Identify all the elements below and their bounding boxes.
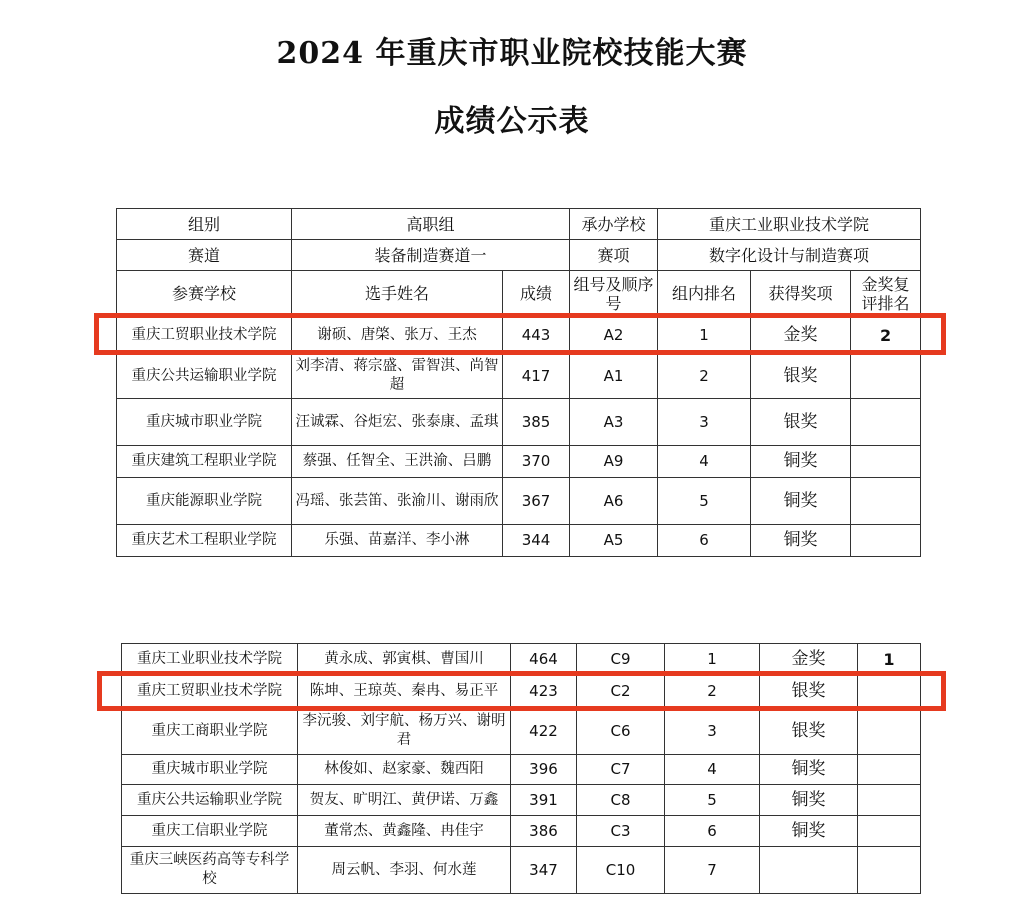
event-value: 数字化设计与制造赛项 xyxy=(658,240,921,271)
document-subtitle: 成绩公示表 xyxy=(434,104,590,139)
cell-gold-rank xyxy=(858,676,921,708)
cell-rank: 1 xyxy=(658,317,751,354)
header-group-no: 组号及顺序号 xyxy=(570,271,658,317)
cell-group-no: C7 xyxy=(577,755,665,785)
cell-gold-rank xyxy=(851,399,921,446)
cell-award: 铜奖 xyxy=(751,446,851,478)
column-header-row xyxy=(117,271,921,317)
cell-group-no: A9 xyxy=(570,446,658,478)
cell-names: 黄永成、郭寅棋、曹国川 xyxy=(298,644,511,676)
cell-names: 刘李清、蒋宗盛、雷智淇、尚智超 xyxy=(292,354,503,399)
table-row xyxy=(122,644,921,676)
event-label: 赛项 xyxy=(570,240,658,271)
cell-score: 370 xyxy=(503,446,570,478)
cell-award: 银奖 xyxy=(751,354,851,399)
cell-group-no: A1 xyxy=(570,354,658,399)
cell-gold-rank xyxy=(858,847,921,894)
table-row xyxy=(122,816,921,847)
cell-school: 重庆城市职业学院 xyxy=(122,755,298,785)
cell-group-no: C2 xyxy=(577,676,665,708)
group-label: 组别 xyxy=(117,209,292,240)
host-school-label: 承办学校 xyxy=(570,209,658,240)
cell-award: 金奖 xyxy=(760,644,858,676)
cell-score: 344 xyxy=(503,525,570,557)
cell-school: 重庆城市职业学院 xyxy=(117,399,292,446)
cell-award: 金奖 xyxy=(751,317,851,354)
cell-group-no: A6 xyxy=(570,478,658,525)
cell-award: 银奖 xyxy=(751,399,851,446)
cell-group-no: A3 xyxy=(570,399,658,446)
cell-rank: 2 xyxy=(665,676,760,708)
header-score: 成绩 xyxy=(503,271,570,317)
host-school-value: 重庆工业职业技术学院 xyxy=(658,209,921,240)
cell-score: 422 xyxy=(511,708,577,755)
cell-gold-rank xyxy=(851,446,921,478)
cell-rank: 6 xyxy=(658,525,751,557)
cell-names: 谢硕、唐棨、张万、王杰 xyxy=(292,317,503,354)
cell-gold-rank xyxy=(858,755,921,785)
cell-names: 冯瑶、张芸笛、张渝川、谢雨欣 xyxy=(292,478,503,525)
table-row xyxy=(117,446,921,478)
cell-school: 重庆工贸职业技术学院 xyxy=(117,317,292,354)
cell-score: 464 xyxy=(511,644,577,676)
cell-school: 重庆能源职业学院 xyxy=(117,478,292,525)
cell-gold-rank xyxy=(858,816,921,847)
cell-gold-rank xyxy=(851,525,921,557)
cell-score: 423 xyxy=(511,676,577,708)
cell-school: 重庆工贸职业技术学院 xyxy=(122,676,298,708)
table-row xyxy=(117,354,921,399)
cell-school: 重庆艺术工程职业学院 xyxy=(117,525,292,557)
results-table-group-c xyxy=(121,643,921,894)
cell-names: 汪诚霖、谷炬宏、张泰康、孟琪 xyxy=(292,399,503,446)
cell-award: 铜奖 xyxy=(760,785,858,816)
cell-rank: 5 xyxy=(665,785,760,816)
cell-rank: 2 xyxy=(658,354,751,399)
cell-names: 李沅骏、刘宇航、杨万兴、谢明君 xyxy=(298,708,511,755)
table-row xyxy=(122,676,921,708)
cell-score: 386 xyxy=(511,816,577,847)
cell-score: 417 xyxy=(503,354,570,399)
cell-school: 重庆三峡医药高等专科学校 xyxy=(122,847,298,894)
cell-award: 银奖 xyxy=(760,708,858,755)
document-title: 2024 年重庆市职业院校技能大赛 xyxy=(276,36,748,71)
cell-names: 林俊如、赵家豪、魏西阳 xyxy=(298,755,511,785)
cell-school: 重庆公共运输职业学院 xyxy=(122,785,298,816)
cell-rank: 3 xyxy=(658,399,751,446)
cell-gold-rank: 1 xyxy=(858,644,921,676)
cell-group-no: C8 xyxy=(577,785,665,816)
cell-school: 重庆公共运输职业学院 xyxy=(117,354,292,399)
cell-score: 347 xyxy=(511,847,577,894)
table-row xyxy=(122,847,921,894)
cell-names: 周云帆、李羽、何水莲 xyxy=(298,847,511,894)
cell-rank: 4 xyxy=(665,755,760,785)
cell-award: 银奖 xyxy=(760,676,858,708)
cell-rank: 3 xyxy=(665,708,760,755)
cell-score: 443 xyxy=(503,317,570,354)
cell-school: 重庆建筑工程职业学院 xyxy=(117,446,292,478)
cell-score: 396 xyxy=(511,755,577,785)
cell-score: 391 xyxy=(511,785,577,816)
header-school: 参赛学校 xyxy=(117,271,292,317)
header-names: 选手姓名 xyxy=(292,271,503,317)
cell-rank: 4 xyxy=(658,446,751,478)
table-row xyxy=(122,755,921,785)
table-row xyxy=(117,525,921,557)
cell-school: 重庆工业职业技术学院 xyxy=(122,644,298,676)
cell-group-no: A2 xyxy=(570,317,658,354)
cell-school: 重庆工商职业学院 xyxy=(122,708,298,755)
cell-group-no: C10 xyxy=(577,847,665,894)
cell-group-no: C6 xyxy=(577,708,665,755)
track-label: 赛道 xyxy=(117,240,292,271)
header-gold-rank: 金奖复评排名 xyxy=(851,271,921,317)
table-row xyxy=(117,478,921,525)
cell-award xyxy=(760,847,858,894)
cell-gold-rank xyxy=(858,785,921,816)
cell-score: 385 xyxy=(503,399,570,446)
cell-gold-rank xyxy=(851,354,921,399)
table-row xyxy=(117,399,921,446)
track-value: 装备制造赛道一 xyxy=(292,240,570,271)
cell-award: 铜奖 xyxy=(760,816,858,847)
cell-names: 陈坤、王琼英、秦冉、易正平 xyxy=(298,676,511,708)
cell-gold-rank xyxy=(851,478,921,525)
cell-gold-rank xyxy=(858,708,921,755)
header-award: 获得奖项 xyxy=(751,271,851,317)
table-row xyxy=(117,317,921,354)
cell-names: 蔡强、任智全、王洪渝、吕鹏 xyxy=(292,446,503,478)
cell-rank: 1 xyxy=(665,644,760,676)
cell-group-no: A5 xyxy=(570,525,658,557)
cell-rank: 6 xyxy=(665,816,760,847)
table-row xyxy=(122,708,921,755)
results-table-group-a xyxy=(116,208,921,557)
table-row xyxy=(122,785,921,816)
cell-names: 贺友、旷明江、黄伊诺、万鑫 xyxy=(298,785,511,816)
meta-row-group xyxy=(117,209,921,240)
cell-rank: 7 xyxy=(665,847,760,894)
cell-award: 铜奖 xyxy=(751,478,851,525)
group-value: 高职组 xyxy=(292,209,570,240)
cell-rank: 5 xyxy=(658,478,751,525)
header-rank: 组内排名 xyxy=(658,271,751,317)
cell-score: 367 xyxy=(503,478,570,525)
cell-school: 重庆工信职业学院 xyxy=(122,816,298,847)
cell-names: 董常杰、黄鑫隆、冉佳宇 xyxy=(298,816,511,847)
cell-group-no: C3 xyxy=(577,816,665,847)
cell-names: 乐强、苗嘉洋、李小淋 xyxy=(292,525,503,557)
meta-row-track xyxy=(117,240,921,271)
cell-gold-rank: 2 xyxy=(851,317,921,354)
cell-group-no: C9 xyxy=(577,644,665,676)
cell-award: 铜奖 xyxy=(751,525,851,557)
cell-award: 铜奖 xyxy=(760,755,858,785)
